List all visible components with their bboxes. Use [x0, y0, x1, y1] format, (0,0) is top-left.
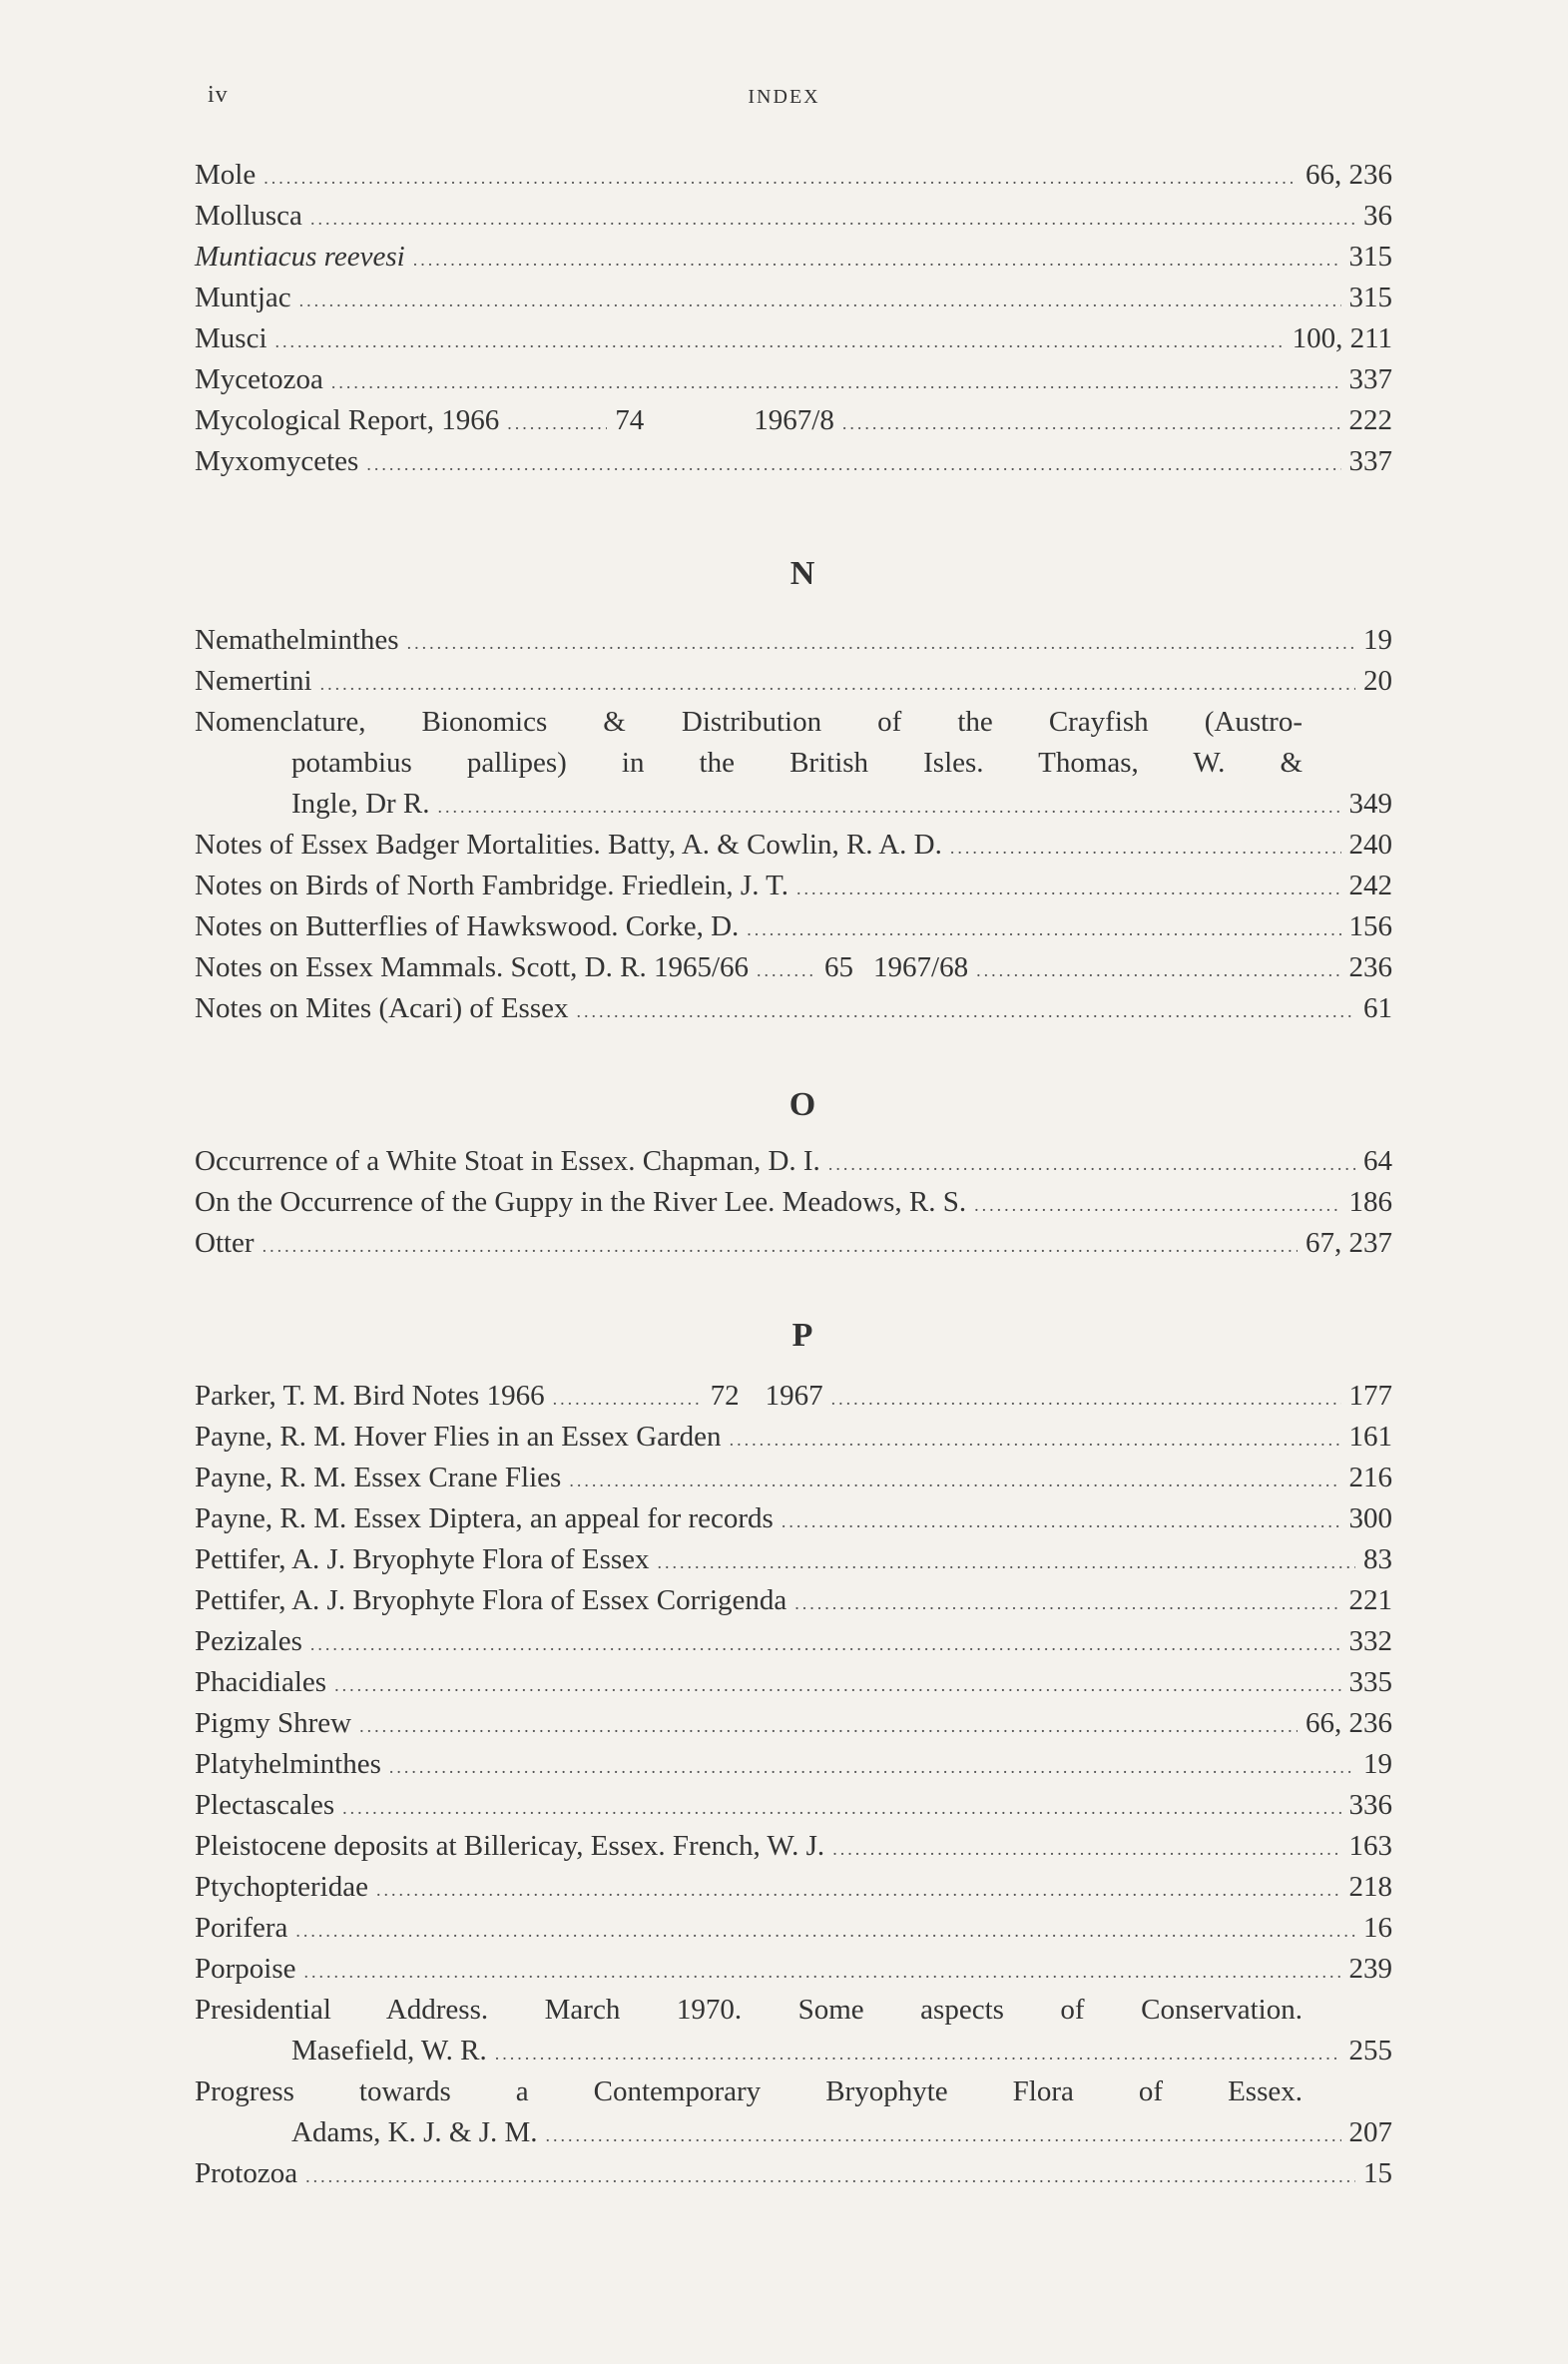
- leader-dots: [658, 1542, 1355, 1583]
- section-letter: O: [788, 1086, 816, 1123]
- section-letter: P: [791, 1317, 813, 1354]
- leader-dots: [569, 1461, 1340, 1501]
- entry-pages: 19: [1363, 624, 1392, 656]
- leader-dots: [507, 403, 607, 444]
- entry-text: Pettifer, A. J. Bryophyte Flora of Essex: [195, 1543, 650, 1575]
- entry-text: Presidential Address. March 1970. Some aspects of Conservation.: [195, 1994, 1303, 2026]
- entry-pages: 239: [1348, 1953, 1392, 1985]
- entry-text: Notes of Essex Badger Mortalities. Batty, A. & Cowlin, R. A. D.: [195, 829, 942, 861]
- entry-pages: 163: [1348, 1830, 1392, 1862]
- entry-pages: 16: [1363, 1912, 1392, 1944]
- index-entry: [195, 1223, 1392, 1264]
- leader-dots: [747, 909, 1340, 950]
- index-entry: [195, 400, 1392, 441]
- entry-text: Nemertini: [195, 665, 312, 697]
- index-entry: [195, 1744, 1392, 1785]
- running-head: [0, 82, 1568, 118]
- entry-mid-text: 1967: [765, 1380, 823, 1412]
- entry-text: Notes on Essex Mammals. Scott, D. R. 1965/66: [195, 951, 750, 983]
- leader-dots: [577, 991, 1356, 1032]
- entry-text: Progress towards a Contemporary Bryophyte Flora of Essex.: [195, 2075, 1303, 2107]
- entry-pages: 218: [1348, 1871, 1392, 1903]
- index-section-m: [195, 155, 1392, 482]
- page-number: iv: [208, 82, 229, 108]
- entry-text: Notes on Mites (Acari) of Essex: [195, 992, 569, 1024]
- entry-text: Myxomycetes: [195, 445, 359, 477]
- entry-text: Adams, K. J. & J. M.: [291, 2116, 538, 2148]
- leader-dots: [438, 787, 1341, 828]
- entry-pages: 236: [1348, 951, 1392, 983]
- entry-text: Nomenclature, Bionomics & Distribution of the Crayfish (Austro-: [195, 706, 1303, 738]
- index-entry: [195, 988, 1392, 1029]
- entry-pages: 335: [1348, 1666, 1392, 1698]
- entry-pages: 315: [1348, 241, 1392, 273]
- leader-dots: [263, 158, 1298, 199]
- entry-pages: 336: [1348, 1789, 1392, 1821]
- index-entry: [195, 318, 1392, 359]
- index-entry: [195, 866, 1392, 906]
- index-entry: [195, 620, 1392, 661]
- index-entry: [195, 1703, 1392, 1744]
- entry-pages: 337: [1348, 445, 1392, 477]
- leader-dots: [831, 1379, 1341, 1420]
- entry-text: Ptychopteridae: [195, 1871, 368, 1903]
- leader-dots: [976, 950, 1340, 991]
- entry-pages: 64: [1363, 1145, 1392, 1177]
- entry-pages: 255: [1348, 2035, 1392, 2067]
- leader-dots: [832, 1829, 1340, 1870]
- leader-dots: [320, 664, 1355, 705]
- entry-pages: 20: [1363, 665, 1392, 697]
- leader-dots: [304, 1952, 1341, 1993]
- entry-text: Platyhelminthes: [195, 1748, 381, 1780]
- index-entry: [195, 1498, 1392, 1539]
- leader-dots: [305, 2156, 1355, 2197]
- leader-dots: [359, 1706, 1298, 1747]
- index-content: [195, 155, 1392, 2194]
- entry-pages: 186: [1348, 1186, 1392, 1218]
- index-entry: [195, 661, 1392, 702]
- entry-pages: 19: [1363, 1748, 1392, 1780]
- entry-text: Pezizales: [195, 1625, 302, 1657]
- entry-pages: 242: [1348, 870, 1392, 901]
- entry-text: Protozoa: [195, 2157, 298, 2189]
- entry-text: Phacidiales: [195, 1666, 327, 1698]
- index-entry: [195, 1826, 1392, 1867]
- entry-mid-text: 1967/68: [873, 951, 969, 983]
- leader-dots: [794, 1583, 1340, 1624]
- entry-text: Nemathelminthes: [195, 624, 399, 656]
- leader-dots: [782, 1501, 1341, 1542]
- index-entry: [195, 1867, 1392, 1908]
- entry-pages: 36: [1363, 200, 1392, 232]
- index-entry: [195, 1141, 1392, 1182]
- leader-dots: [299, 281, 1341, 321]
- entry-text: Otter: [195, 1227, 255, 1259]
- leader-dots: [310, 199, 1355, 240]
- leader-dots: [407, 623, 1355, 664]
- entry-text: Mycological Report, 1966: [195, 404, 500, 436]
- leader-dots: [376, 1870, 1341, 1911]
- entry-text: Mole: [195, 159, 257, 191]
- entry-text: On the Occurrence of the Guppy in the River Lee. Meadows, R. S.: [195, 1186, 967, 1218]
- index-entry: [195, 1539, 1392, 1580]
- index-entry: [195, 1949, 1392, 1990]
- entry-pages: 177: [1348, 1380, 1392, 1412]
- leader-dots: [366, 444, 1340, 485]
- entry-text: Payne, R. M. Essex Crane Flies: [195, 1462, 562, 1493]
- leader-dots: [262, 1226, 1298, 1267]
- entry-text: Porifera: [195, 1912, 288, 1944]
- index-entry: [195, 702, 1392, 825]
- entry-text: Mollusca: [195, 200, 302, 232]
- entry-pages: 83: [1363, 1543, 1392, 1575]
- entry-pages: 66, 236: [1306, 159, 1392, 191]
- entry-pages: 66, 236: [1306, 1707, 1392, 1739]
- leader-dots: [553, 1379, 703, 1420]
- index-entry: [195, 947, 1392, 988]
- entry-mid-ref: 74: [615, 404, 645, 436]
- leader-dots: [389, 1747, 1355, 1788]
- entry-text-italic: Muntiacus reevesi: [195, 241, 405, 273]
- entry-pages: 207: [1348, 2116, 1392, 2148]
- entry-pages: 100, 211: [1292, 322, 1392, 354]
- entry-text: Pigmy Shrew: [195, 1707, 352, 1739]
- entry-mid-text: 1967/8: [754, 404, 834, 436]
- leader-dots: [950, 828, 1341, 869]
- leader-dots: [413, 240, 1341, 281]
- entry-pages: 349: [1348, 788, 1392, 820]
- leader-dots: [334, 1665, 1340, 1706]
- leader-dots: [295, 1911, 1355, 1952]
- entry-text: Parker, T. M. Bird Notes 1966: [195, 1380, 545, 1412]
- index-entry: [195, 1580, 1392, 1621]
- index-entry: [195, 155, 1392, 196]
- leader-dots: [310, 1624, 1341, 1665]
- page-title: INDEX: [748, 86, 820, 108]
- entry-pages: 67, 237: [1306, 1227, 1392, 1259]
- entry-mid-ref: 65: [824, 951, 854, 983]
- index-entry: [195, 1376, 1392, 1417]
- index-entry: [195, 906, 1392, 947]
- entry-text: Pettifer, A. J. Bryophyte Flora of Essex Corrigenda: [195, 1584, 787, 1616]
- entry-pages: 221: [1348, 1584, 1392, 1616]
- entry-text: Plectascales: [195, 1789, 335, 1821]
- entry-text: Porpoise: [195, 1953, 296, 1985]
- entry-pages: 337: [1348, 363, 1392, 395]
- entry-text: Masefield, W. R.: [291, 2035, 487, 2067]
- leader-dots: [546, 2115, 1341, 2156]
- leader-dots: [495, 2034, 1341, 2074]
- index-section-p: [195, 1316, 1392, 2194]
- index-entry: [195, 196, 1392, 237]
- leader-dots: [828, 1144, 1355, 1185]
- section-letter: N: [789, 555, 815, 592]
- index-entry: [195, 237, 1392, 278]
- entry-pages: 240: [1348, 829, 1392, 861]
- entry-text: Payne, R. M. Hover Flies in an Essex Garden: [195, 1421, 722, 1453]
- index-entry: [195, 2153, 1392, 2194]
- entry-pages: 332: [1348, 1625, 1392, 1657]
- entry-text: Musci: [195, 322, 267, 354]
- entry-pages: 315: [1348, 282, 1392, 313]
- leader-dots: [842, 403, 1341, 444]
- entry-text: Notes on Birds of North Fambridge. Friedlein, J. T.: [195, 870, 788, 901]
- index-entry: [195, 825, 1392, 866]
- entry-mid-ref: 72: [710, 1380, 740, 1412]
- entry-text: Occurrence of a White Stoat in Essex. Chapman, D. I.: [195, 1145, 820, 1177]
- entry-pages: 156: [1348, 910, 1392, 942]
- index-entry: [195, 1417, 1392, 1458]
- entry-pages: 61: [1363, 992, 1392, 1024]
- index-entry: [195, 1908, 1392, 1949]
- leader-dots: [730, 1420, 1341, 1461]
- entry-text: Ingle, Dr R.: [291, 788, 430, 820]
- leader-dots: [275, 321, 1285, 362]
- leader-dots: [757, 950, 816, 991]
- entry-pages: 15: [1363, 2157, 1392, 2189]
- leader-dots: [342, 1788, 1340, 1829]
- entry-pages: 222: [1348, 404, 1392, 436]
- entry-text: Pleistocene deposits at Billericay, Essex. French, W. J.: [195, 1830, 825, 1862]
- index-section-o: [195, 1085, 1392, 1264]
- leader-dots: [796, 869, 1341, 909]
- entry-text: potambius pallipes) in the British Isles. Thomas, W. &: [291, 747, 1303, 779]
- index-entry: [195, 1458, 1392, 1498]
- entry-pages: 161: [1348, 1421, 1392, 1453]
- leader-dots: [331, 362, 1341, 403]
- index-entry: [195, 1182, 1392, 1223]
- leader-dots: [974, 1185, 1340, 1226]
- index-entry: [195, 1990, 1392, 2071]
- index-entry: [195, 2071, 1392, 2153]
- index-entry: [195, 278, 1392, 318]
- index-entry: [195, 1621, 1392, 1662]
- entry-pages: 300: [1348, 1502, 1392, 1534]
- index-entry: [195, 359, 1392, 400]
- index-entry: [195, 441, 1392, 482]
- entry-text: Mycetozoa: [195, 363, 323, 395]
- entry-text: Notes on Butterflies of Hawkswood. Corke, D.: [195, 910, 740, 942]
- entry-pages: 216: [1348, 1462, 1392, 1493]
- index-section-n: [195, 554, 1392, 1029]
- entry-text: Payne, R. M. Essex Diptera, an appeal for records: [195, 1502, 774, 1534]
- entry-text: Muntjac: [195, 282, 291, 313]
- index-entry: [195, 1785, 1392, 1826]
- index-entry: [195, 1662, 1392, 1703]
